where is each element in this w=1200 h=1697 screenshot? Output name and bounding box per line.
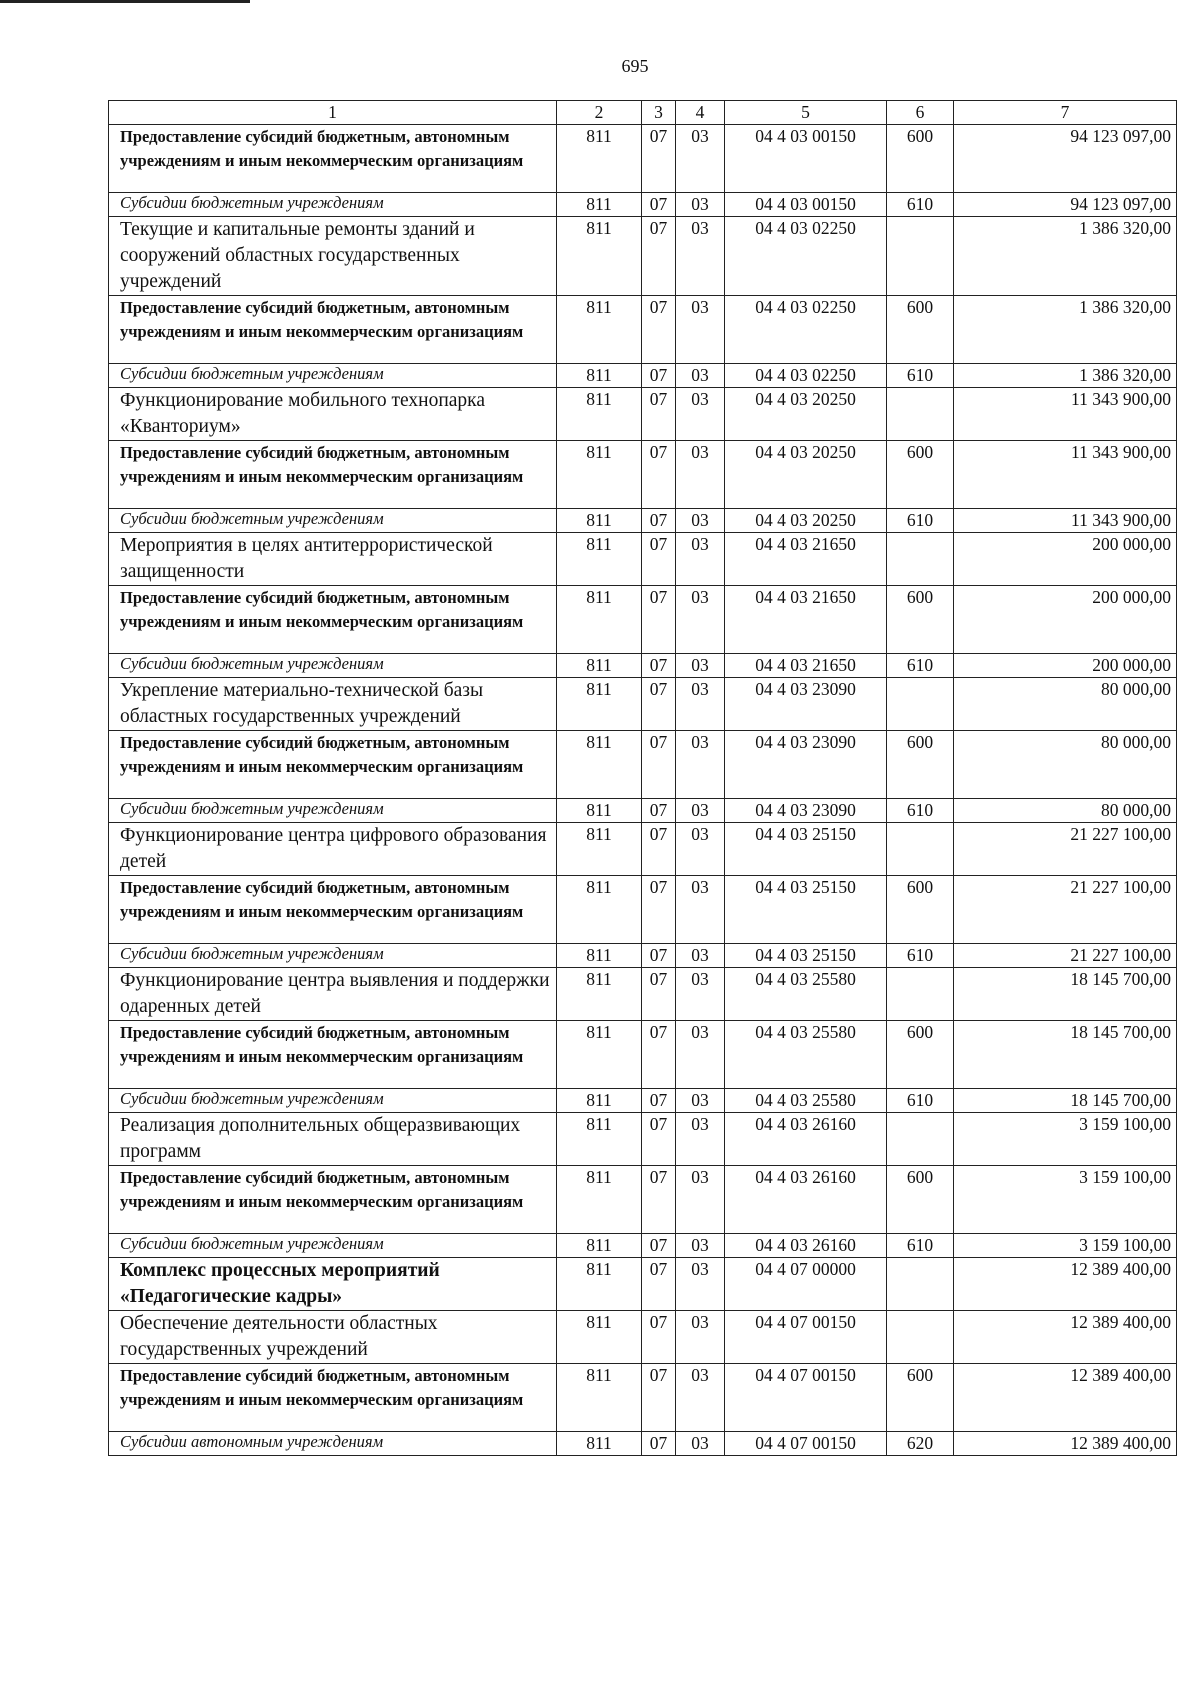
name-cell: Субсидии бюджетным учреждениям (109, 364, 557, 388)
section-cell: 07 (642, 441, 676, 509)
section-cell: 07 (642, 944, 676, 968)
name-cell: Субсидии бюджетным учреждениям (109, 1234, 557, 1258)
gr-code-cell: 811 (557, 968, 642, 1021)
expense-type-cell: 600 (887, 731, 954, 799)
table-body (109, 125, 1177, 1456)
section-cell: 07 (642, 799, 676, 823)
target-article-cell: 04 4 03 00150 (725, 125, 887, 193)
expense-type-cell (887, 968, 954, 1021)
gr-code-cell: 811 (557, 1021, 642, 1089)
target-article-cell: 04 4 03 02250 (725, 296, 887, 364)
gr-code-cell: 811 (557, 944, 642, 968)
subsection-cell: 03 (676, 1113, 725, 1166)
section-cell: 07 (642, 1089, 676, 1113)
gr-code-cell: 811 (557, 1258, 642, 1311)
gr-code-cell: 811 (557, 1113, 642, 1166)
expense-type-cell: 610 (887, 193, 954, 217)
name-cell: Субсидии бюджетным учреждениям (109, 193, 557, 217)
name-cell: Укрепление материально-технической базы областных государственных учреждений (109, 678, 557, 731)
expense-type-cell (887, 678, 954, 731)
name-cell: Предоставление субсидий бюджетным, автономным учреждениям и иным некоммерческим организациям (109, 441, 557, 509)
table-row (109, 1234, 1177, 1258)
amount-cell: 3 159 100,00 (954, 1113, 1177, 1166)
expense-type-cell: 610 (887, 364, 954, 388)
expense-type-cell (887, 1311, 954, 1364)
gr-code-cell: 811 (557, 441, 642, 509)
amount-cell: 18 145 700,00 (954, 968, 1177, 1021)
target-article-cell: 04 4 07 00000 (725, 1258, 887, 1311)
amount-cell: 12 389 400,00 (954, 1364, 1177, 1432)
gr-code-cell: 811 (557, 654, 642, 678)
header-cell-3: 3 (642, 101, 676, 125)
target-article-cell: 04 4 07 00150 (725, 1311, 887, 1364)
expense-type-cell: 610 (887, 509, 954, 533)
name-cell: Предоставление субсидий бюджетным, автономным учреждениям и иным некоммерческим организациям (109, 296, 557, 364)
subsection-cell: 03 (676, 1258, 725, 1311)
table-row (109, 1258, 1177, 1311)
section-cell: 07 (642, 388, 676, 441)
gr-code-cell: 811 (557, 296, 642, 364)
header-cell-4: 4 (676, 101, 725, 125)
section-cell: 07 (642, 193, 676, 217)
subsection-cell: 03 (676, 731, 725, 799)
expense-type-cell (887, 217, 954, 296)
amount-cell: 12 389 400,00 (954, 1258, 1177, 1311)
gr-code-cell: 811 (557, 1364, 642, 1432)
subsection-cell: 03 (676, 1089, 725, 1113)
target-article-cell: 04 4 03 25150 (725, 876, 887, 944)
name-cell: Мероприятия в целях антитеррористической защищенности (109, 533, 557, 586)
subsection-cell: 03 (676, 509, 725, 533)
expense-type-cell: 600 (887, 1021, 954, 1089)
name-cell: Субсидии бюджетным учреждениям (109, 799, 557, 823)
expense-type-cell (887, 823, 954, 876)
expense-type-cell (887, 1258, 954, 1311)
subsection-cell: 03 (676, 441, 725, 509)
expense-type-cell: 600 (887, 586, 954, 654)
target-article-cell: 04 4 03 02250 (725, 217, 887, 296)
target-article-cell: 04 4 03 23090 (725, 799, 887, 823)
name-cell: Предоставление субсидий бюджетным, автономным учреждениям и иным некоммерческим организациям (109, 1021, 557, 1089)
target-article-cell: 04 4 03 25580 (725, 968, 887, 1021)
target-article-cell: 04 4 03 25150 (725, 944, 887, 968)
table-row (109, 125, 1177, 193)
table-row (109, 1311, 1177, 1364)
gr-code-cell: 811 (557, 1234, 642, 1258)
gr-code-cell: 811 (557, 876, 642, 944)
target-article-cell: 04 4 03 02250 (725, 364, 887, 388)
amount-cell: 1 386 320,00 (954, 217, 1177, 296)
section-cell: 07 (642, 364, 676, 388)
table-row (109, 1432, 1177, 1456)
header-cell-2: 2 (557, 101, 642, 125)
name-cell: Функционирование центра цифрового образования детей (109, 823, 557, 876)
expense-type-cell: 600 (887, 125, 954, 193)
table-header (109, 101, 1177, 125)
name-cell: Обеспечение деятельности областных государственных учреждений (109, 1311, 557, 1364)
section-cell: 07 (642, 968, 676, 1021)
name-cell: Предоставление субсидий бюджетным, автономным учреждениям и иным некоммерческим организациям (109, 731, 557, 799)
name-cell: Предоставление субсидий бюджетным, автономным учреждениям и иным некоммерческим организациям (109, 1364, 557, 1432)
target-article-cell: 04 4 03 26160 (725, 1234, 887, 1258)
section-cell: 07 (642, 1113, 676, 1166)
target-article-cell: 04 4 03 26160 (725, 1113, 887, 1166)
header-cell-5: 5 (725, 101, 887, 125)
subsection-cell: 03 (676, 678, 725, 731)
gr-code-cell: 811 (557, 125, 642, 193)
budget-table (108, 100, 1177, 1456)
scan-top-line (0, 0, 250, 3)
amount-cell: 3 159 100,00 (954, 1166, 1177, 1234)
name-cell: Предоставление субсидий бюджетным, автономным учреждениям и иным некоммерческим организациям (109, 586, 557, 654)
table-row (109, 968, 1177, 1021)
subsection-cell: 03 (676, 193, 725, 217)
table-row (109, 1364, 1177, 1432)
header-cell-7: 7 (954, 101, 1177, 125)
table-row (109, 731, 1177, 799)
target-article-cell: 04 4 03 21650 (725, 586, 887, 654)
section-cell: 07 (642, 678, 676, 731)
subsection-cell: 03 (676, 533, 725, 586)
name-cell: Субсидии бюджетным учреждениям (109, 944, 557, 968)
section-cell: 07 (642, 731, 676, 799)
target-article-cell: 04 4 03 20250 (725, 388, 887, 441)
subsection-cell: 03 (676, 944, 725, 968)
name-cell: Субсидии бюджетным учреждениям (109, 1089, 557, 1113)
subsection-cell: 03 (676, 364, 725, 388)
gr-code-cell: 811 (557, 364, 642, 388)
section-cell: 07 (642, 296, 676, 364)
gr-code-cell: 811 (557, 1166, 642, 1234)
amount-cell: 200 000,00 (954, 586, 1177, 654)
expense-type-cell: 610 (887, 654, 954, 678)
section-cell: 07 (642, 1364, 676, 1432)
section-cell: 07 (642, 533, 676, 586)
subsection-cell: 03 (676, 125, 725, 193)
table-row (109, 296, 1177, 364)
section-cell: 07 (642, 1234, 676, 1258)
target-article-cell: 04 4 03 00150 (725, 193, 887, 217)
target-article-cell: 04 4 03 25580 (725, 1089, 887, 1113)
amount-cell: 3 159 100,00 (954, 1234, 1177, 1258)
gr-code-cell: 811 (557, 586, 642, 654)
table-row (109, 1166, 1177, 1234)
target-article-cell: 04 4 03 20250 (725, 441, 887, 509)
gr-code-cell: 811 (557, 1311, 642, 1364)
section-cell: 07 (642, 876, 676, 944)
section-cell: 07 (642, 823, 676, 876)
section-cell: 07 (642, 509, 676, 533)
target-article-cell: 04 4 03 26160 (725, 1166, 887, 1234)
subsection-cell: 03 (676, 296, 725, 364)
expense-type-cell: 610 (887, 944, 954, 968)
table-row (109, 217, 1177, 296)
section-cell: 07 (642, 1258, 676, 1311)
table-row (109, 876, 1177, 944)
subsection-cell: 03 (676, 968, 725, 1021)
name-cell: Субсидии автономным учреждениям (109, 1432, 557, 1456)
section-cell: 07 (642, 1166, 676, 1234)
table-row (109, 533, 1177, 586)
subsection-cell: 03 (676, 1021, 725, 1089)
expense-type-cell: 600 (887, 441, 954, 509)
expense-type-cell: 610 (887, 1089, 954, 1113)
target-article-cell: 04 4 03 21650 (725, 533, 887, 586)
subsection-cell: 03 (676, 388, 725, 441)
table-row (109, 678, 1177, 731)
subsection-cell: 03 (676, 799, 725, 823)
expense-type-cell (887, 1113, 954, 1166)
subsection-cell: 03 (676, 1364, 725, 1432)
name-cell: Текущие и капитальные ремонты зданий и сооружений областных государственных учреждений (109, 217, 557, 296)
expense-type-cell: 600 (887, 296, 954, 364)
table-row (109, 441, 1177, 509)
section-cell: 07 (642, 1311, 676, 1364)
amount-cell: 18 145 700,00 (954, 1021, 1177, 1089)
section-cell: 07 (642, 1432, 676, 1456)
target-article-cell: 04 4 03 25580 (725, 1021, 887, 1089)
gr-code-cell: 811 (557, 388, 642, 441)
gr-code-cell: 811 (557, 193, 642, 217)
expense-type-cell (887, 533, 954, 586)
subsection-cell: 03 (676, 586, 725, 654)
table-row (109, 1021, 1177, 1089)
section-cell: 07 (642, 654, 676, 678)
expense-type-cell: 610 (887, 1234, 954, 1258)
name-cell: Субсидии бюджетным учреждениям (109, 509, 557, 533)
gr-code-cell: 811 (557, 509, 642, 533)
page-number: 695 (621, 56, 649, 76)
amount-cell: 12 389 400,00 (954, 1432, 1177, 1456)
expense-type-cell (887, 388, 954, 441)
table-row (109, 1113, 1177, 1166)
expense-type-cell: 600 (887, 1166, 954, 1234)
table-row (109, 654, 1177, 678)
section-cell: 07 (642, 1021, 676, 1089)
table-row (109, 1089, 1177, 1113)
section-cell: 07 (642, 217, 676, 296)
name-cell: Предоставление субсидий бюджетным, автономным учреждениям и иным некоммерческим организациям (109, 876, 557, 944)
name-cell: Комплекс процессных мероприятий «Педагогические кадры» (109, 1258, 557, 1311)
section-cell: 07 (642, 125, 676, 193)
subsection-cell: 03 (676, 823, 725, 876)
subsection-cell: 03 (676, 654, 725, 678)
expense-type-cell: 600 (887, 1364, 954, 1432)
section-cell: 07 (642, 586, 676, 654)
amount-cell: 80 000,00 (954, 678, 1177, 731)
gr-code-cell: 811 (557, 533, 642, 586)
gr-code-cell: 811 (557, 731, 642, 799)
amount-cell: 21 227 100,00 (954, 876, 1177, 944)
gr-code-cell: 811 (557, 1432, 642, 1456)
expense-type-cell: 620 (887, 1432, 954, 1456)
amount-cell: 80 000,00 (954, 799, 1177, 823)
subsection-cell: 03 (676, 876, 725, 944)
amount-cell: 11 343 900,00 (954, 388, 1177, 441)
gr-code-cell: 811 (557, 799, 642, 823)
table-row (109, 944, 1177, 968)
table-row (109, 509, 1177, 533)
amount-cell: 21 227 100,00 (954, 823, 1177, 876)
target-article-cell: 04 4 03 21650 (725, 654, 887, 678)
subsection-cell: 03 (676, 1311, 725, 1364)
table-row (109, 799, 1177, 823)
target-article-cell: 04 4 07 00150 (725, 1364, 887, 1432)
header-row (109, 101, 1177, 125)
amount-cell: 200 000,00 (954, 654, 1177, 678)
amount-cell: 11 343 900,00 (954, 509, 1177, 533)
target-article-cell: 04 4 03 23090 (725, 678, 887, 731)
amount-cell: 94 123 097,00 (954, 125, 1177, 193)
target-article-cell: 04 4 03 25150 (725, 823, 887, 876)
name-cell: Предоставление субсидий бюджетным, автономным учреждениям и иным некоммерческим организациям (109, 125, 557, 193)
table-row (109, 823, 1177, 876)
gr-code-cell: 811 (557, 1089, 642, 1113)
table-row (109, 364, 1177, 388)
amount-cell: 94 123 097,00 (954, 193, 1177, 217)
table-row (109, 586, 1177, 654)
expense-type-cell: 610 (887, 799, 954, 823)
expense-type-cell: 600 (887, 876, 954, 944)
amount-cell: 18 145 700,00 (954, 1089, 1177, 1113)
name-cell: Реализация дополнительных общеразвивающих программ (109, 1113, 557, 1166)
amount-cell: 1 386 320,00 (954, 296, 1177, 364)
gr-code-cell: 811 (557, 217, 642, 296)
amount-cell: 12 389 400,00 (954, 1311, 1177, 1364)
gr-code-cell: 811 (557, 678, 642, 731)
gr-code-cell: 811 (557, 823, 642, 876)
amount-cell: 200 000,00 (954, 533, 1177, 586)
subsection-cell: 03 (676, 1432, 725, 1456)
subsection-cell: 03 (676, 1166, 725, 1234)
name-cell: Предоставление субсидий бюджетным, автономным учреждениям и иным некоммерческим организациям (109, 1166, 557, 1234)
amount-cell: 21 227 100,00 (954, 944, 1177, 968)
amount-cell: 11 343 900,00 (954, 441, 1177, 509)
table-row (109, 388, 1177, 441)
header-cell-1: 1 (109, 101, 557, 125)
target-article-cell: 04 4 03 20250 (725, 509, 887, 533)
name-cell: Функционирование центра выявления и поддержки одаренных детей (109, 968, 557, 1021)
header-cell-6: 6 (887, 101, 954, 125)
amount-cell: 1 386 320,00 (954, 364, 1177, 388)
subsection-cell: 03 (676, 1234, 725, 1258)
name-cell: Субсидии бюджетным учреждениям (109, 654, 557, 678)
target-article-cell: 04 4 07 00150 (725, 1432, 887, 1456)
target-article-cell: 04 4 03 23090 (725, 731, 887, 799)
table-row (109, 193, 1177, 217)
amount-cell: 80 000,00 (954, 731, 1177, 799)
subsection-cell: 03 (676, 217, 725, 296)
name-cell: Функционирование мобильного технопарка «Кванториум» (109, 388, 557, 441)
